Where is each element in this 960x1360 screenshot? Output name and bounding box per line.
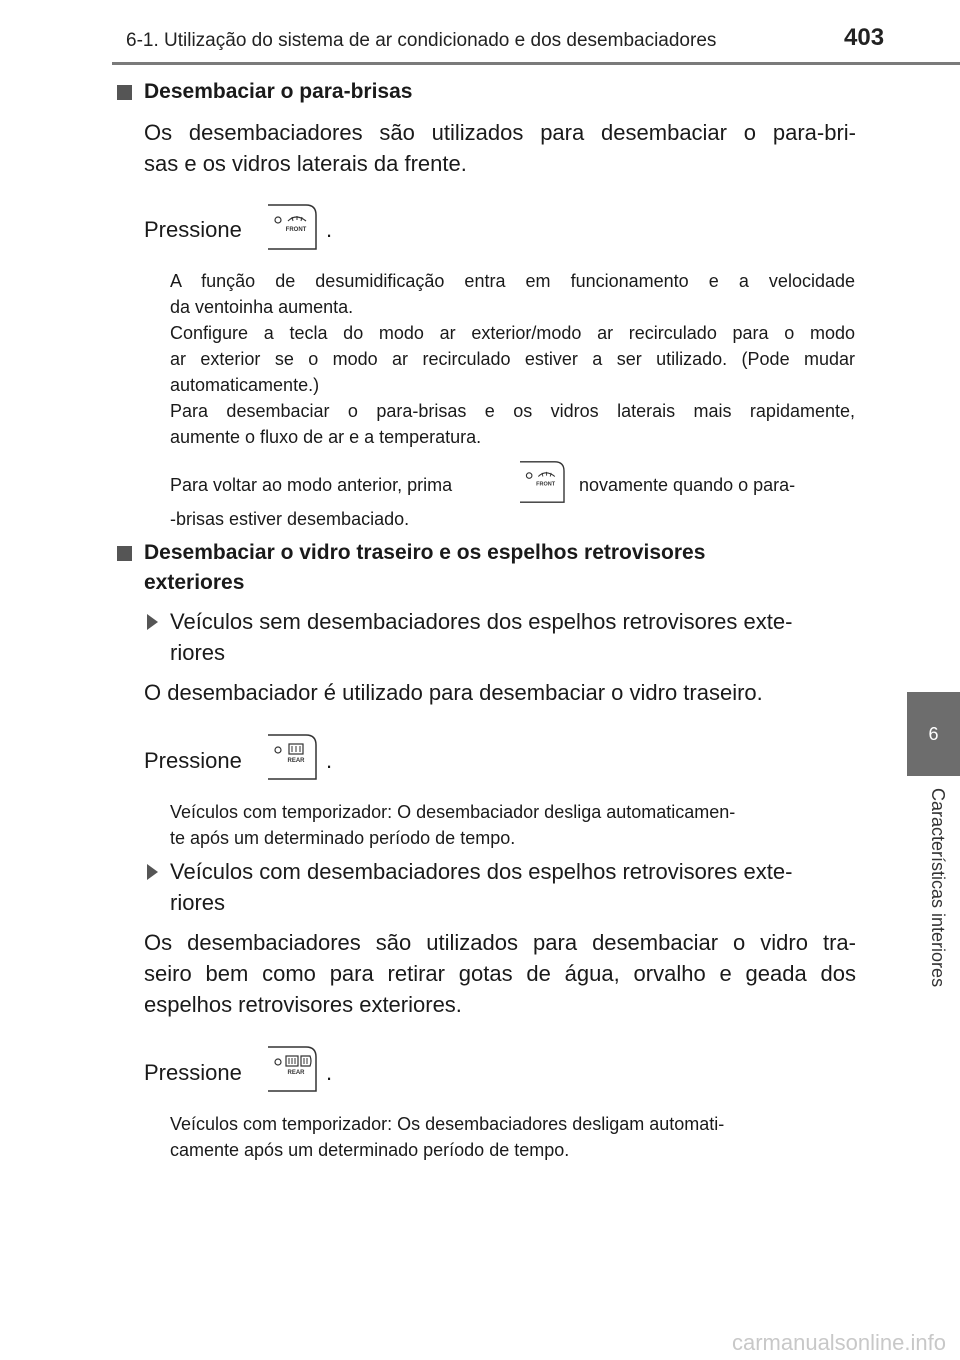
footer-watermark: carmanualsonline.info [731,1330,946,1355]
note-line: da ventoinha aumenta. [170,297,354,317]
press-label: Pressione [144,217,242,242]
header-divider [112,62,960,65]
rear-defroster-button[interactable] [266,733,318,781]
section-title: 6-1. Utilização do sistema de ar condicionado e dos desembaciadores [126,30,717,51]
paragraph-line: O desembaciador é utilizado para desembaciar o vidro traseiro. [144,680,763,705]
front-defroster-icon [518,460,566,504]
chapter-label: Características interiores [928,788,948,988]
press-period: . [326,748,333,773]
heading-text: Desembaciar o vidro traseiro e os espelhos retrovisores [144,541,706,564]
paragraph-line: Os desembaciadores são utilizados para desembaciar o para-bri- [144,120,856,145]
section-heading-rear [144,537,705,569]
paragraph-line: Os desembaciadores são utilizados para desembaciar o vidro tra- [144,930,856,955]
square-bullet-icon [117,546,132,561]
page-number: 403 [844,24,885,51]
triangle-bullet-icon [147,614,158,630]
button-caption: REAR [287,1070,305,1076]
chapter-tab[interactable] [907,692,960,776]
note-line: automaticamente.) [170,375,320,395]
note-line: ar exterior se o modo ar recirculado estiver a ser utilizado. (Pode mudar [170,349,855,369]
rear-mirror-defroster-button[interactable] [266,1045,318,1093]
press-period: . [326,217,333,242]
rear-defroster-icon [266,733,318,781]
front-defroster-button-inline[interactable] [518,460,566,504]
front-defroster-icon [266,203,318,251]
subheading-line: Veículos com desembaciadores dos espelhos retrovisores exte- [170,859,793,884]
note-line: Para voltar ao modo anterior, prima [170,475,453,495]
heading-text-line2: exteriores [144,571,245,594]
paragraph-line: sas e os vidros laterais da frente. [144,151,467,176]
note-line: Para desembaciar o para-brisas e os vidros laterais mais rapidamente, [170,401,855,421]
note-line: Configure a tecla do modo ar exterior/modo ar recirculado para o modo [170,323,855,343]
paragraph-line: seiro bem como para retirar gotas de água, orvalho e geada dos [144,961,856,986]
rear-mirror-defroster-icon [266,1045,318,1093]
button-caption: FRONT [285,227,307,233]
subheading-line: riores [170,890,226,915]
button-caption: REAR [287,758,305,764]
front-defroster-button[interactable] [266,203,318,251]
press-label: Pressione [144,1060,242,1085]
chapter-number: 6 [928,723,939,744]
subheading-line: Veículos sem desembaciadores dos espelhos retrovisores exte- [170,609,793,634]
note-line: A função de desumidificação entra em funcionamento e a velocidade [170,271,855,291]
note-line: te após um determinado período de tempo. [170,828,516,848]
note-line: -brisas estiver desembaciado. [170,509,410,529]
note-line: Veículos com temporizador: O desembaciador desliga automaticamen- [170,802,736,822]
note-line: aumente o fluxo de ar e a temperatura. [170,427,482,447]
note-line: camente após um determinado período de tempo. [170,1140,570,1160]
paragraph-line: espelhos retrovisores exteriores. [144,992,462,1017]
heading-text: Desembaciar o para-brisas [144,80,413,103]
section-heading-windshield [144,76,412,108]
subheading-line: riores [170,640,226,665]
press-label: Pressione [144,748,242,773]
triangle-bullet-icon [147,864,158,880]
note-line: novamente quando o para- [579,475,796,495]
press-period: . [326,1060,333,1085]
square-bullet-icon [117,85,132,100]
note-line: Veículos com temporizador: Os desembaciadores desligam automati- [170,1114,725,1134]
button-caption: FRONT [536,481,556,488]
